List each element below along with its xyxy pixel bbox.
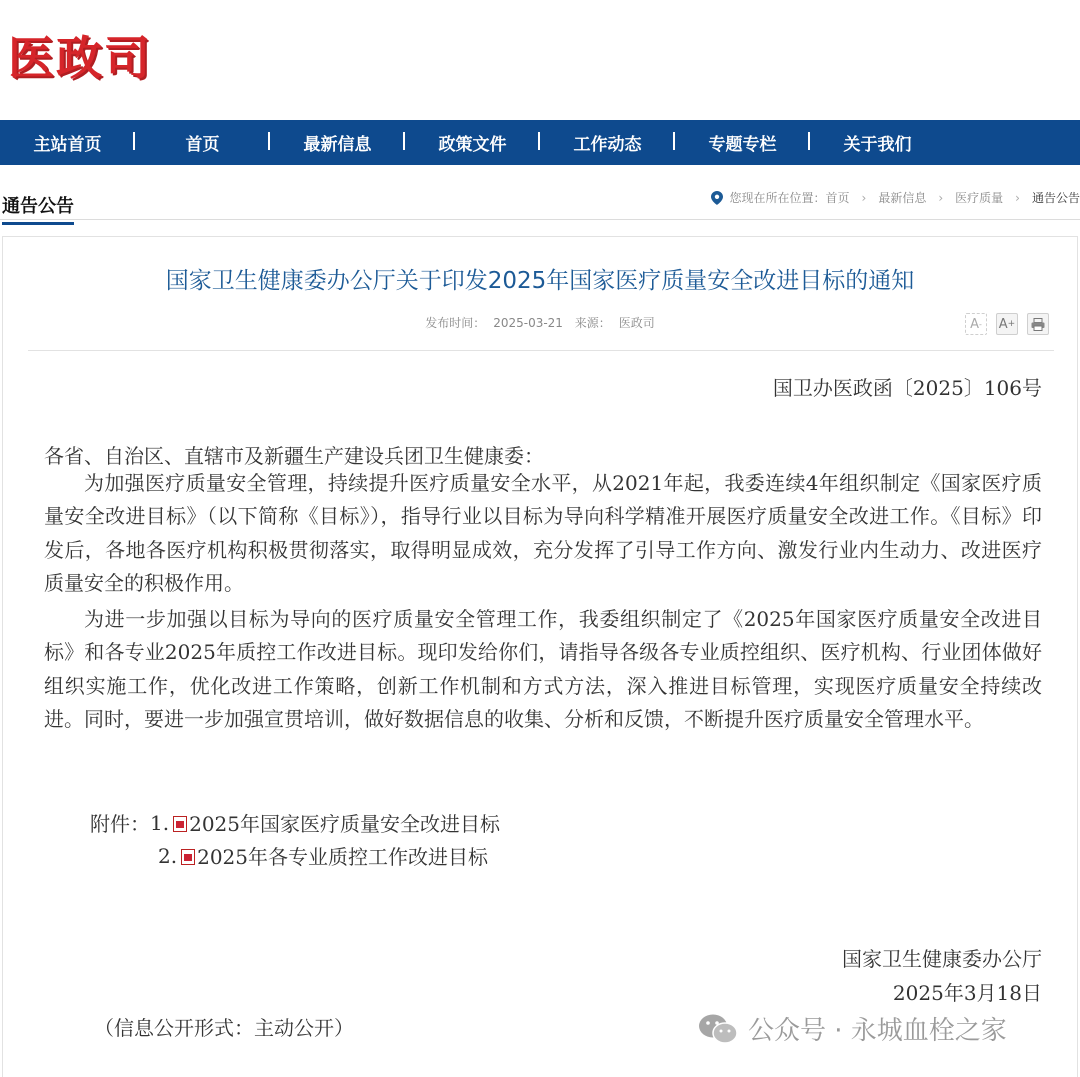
chevron-right-icon: › (938, 190, 944, 205)
wechat-watermark (698, 1010, 1007, 1047)
nav-item-main-home[interactable]: 主站首页 (0, 130, 135, 155)
location-pin-icon (711, 191, 723, 205)
attachment-link-2[interactable]: 2025年各专业质控工作改进目标 (197, 845, 488, 869)
publish-label: 发布时间： (425, 316, 486, 330)
attachment-index-1: 1. (150, 810, 170, 835)
watermark-text: 公众号 · 永城血栓之家 (748, 1016, 1007, 1046)
nav-item-home[interactable]: 首页 (135, 130, 270, 155)
attachment-link-1[interactable]: 2025年国家医疗质量安全改进目标 (189, 812, 500, 836)
pdf-file-icon (173, 816, 187, 832)
article-title: 国家卫生健康委办公厅关于印发2025年国家医疗质量安全改进目标的通知 (165, 268, 915, 294)
breadcrumb-home[interactable]: 首页 (825, 191, 850, 205)
attachment-row-1 (90, 808, 500, 837)
wechat-icon (698, 1013, 738, 1045)
nav-item-policy[interactable]: 政策文件 (405, 130, 540, 155)
source-label: 来源： (574, 316, 611, 330)
chevron-right-icon: › (861, 190, 867, 205)
site-logo[interactable]: 医政司 (8, 31, 152, 85)
printer-icon (1031, 318, 1045, 331)
font-larger-icon: A (998, 316, 1008, 332)
section-divider (0, 219, 1080, 220)
nav-item-topics[interactable]: 专题专栏 (675, 130, 810, 155)
signature-date: 2025年3月18日 (892, 981, 1042, 1005)
breadcrumb-prefix: 您现在所在位置： (729, 191, 826, 205)
disclosure-note: （信息公开形式：主动公开） (94, 1016, 354, 1040)
body-paragraph-1: 为加强医疗质量安全管理，持续提升医疗质量安全水平，从2021年起，我委连续4年组织制定《国家医疗质量安全改进目标》（以下简称《目标》），指导行业以目标为导向科学精准开展医疗质量安全改进工作。《目标》印发后，各地各医疗机构积极贯彻落实，取得明显成效，充分发挥了引导工作方向、激发行业内生动力、改进医疗质量安全的积极作用。 (44, 471, 1042, 595)
attachment-row-2 (158, 841, 488, 870)
breadcrumb-quality[interactable]: 医疗质量 (955, 191, 1004, 205)
nav-item-work-news[interactable]: 工作动态 (540, 130, 675, 155)
breadcrumb-latest[interactable]: 最新信息 (878, 191, 927, 205)
nav-item-about[interactable]: 关于我们 (843, 135, 912, 155)
article-meta (0, 314, 1080, 331)
nav-item-latest[interactable]: 最新信息 (270, 130, 405, 155)
font-smaller-button[interactable]: A - (965, 313, 987, 335)
breadcrumb (711, 189, 1080, 206)
attachment-label: 附件： (90, 812, 150, 836)
pdf-file-icon (181, 849, 195, 865)
font-smaller-icon: A (970, 316, 979, 332)
body-paragraph-2: 为进一步加强以目标为导向的医疗质量安全管理工作，我委组织制定了《2025年国家医疗质量安全改进目标》和各专业2025年质控工作改进目标。现印发给你们，请指导各级各专业质控组织、医疗机构、行业团体做好组织实施工作，优化改进工作策略，创新工作机制和方式方法，深入推进目标管理，实现医疗质量安全持续改进。同时，要进一步加强宣贯培训，做好数据信息的收集、分析和反馈，不断提升医疗质量安全管理水平。 (44, 607, 1042, 731)
meta-divider (28, 350, 1054, 351)
salutation: 各省、自治区、直辖市及新疆生产建设兵团卫生健康委： (44, 444, 544, 468)
article-tools (965, 313, 1049, 335)
attachment-index-2: 2. (158, 843, 178, 868)
chevron-right-icon: › (1015, 190, 1020, 205)
main-nav (0, 120, 1080, 165)
breadcrumb-current[interactable]: 通告公告 (1031, 191, 1080, 205)
print-button[interactable] (1027, 313, 1049, 335)
document-number: 国卫办医政函〔2025〕106号 (772, 376, 1042, 400)
source-value: 医政司 (618, 316, 655, 330)
publish-date: 2025-03-21 (493, 316, 563, 330)
section-title: 通告公告 (2, 192, 74, 225)
font-larger-button[interactable]: A + (996, 313, 1018, 335)
signature-org: 国家卫生健康委办公厅 (842, 947, 1042, 971)
